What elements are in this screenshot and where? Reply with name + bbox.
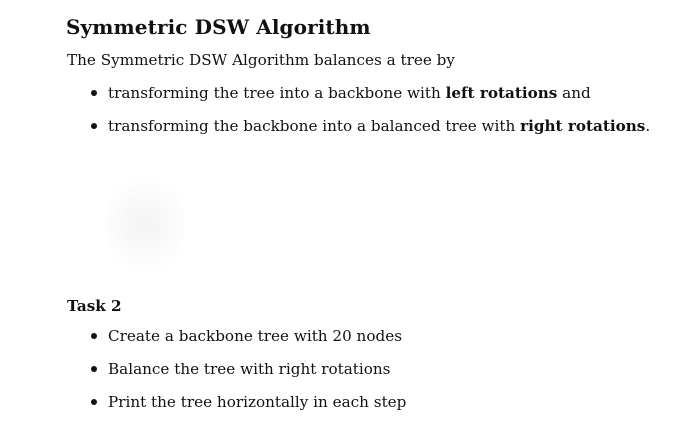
- step-text: [108, 82, 591, 104]
- task-item-text: Create a backbone tree with 20 nodes: [108, 327, 402, 345]
- step-text-regular: transforming the backbone into a balanced tree with: [108, 117, 521, 135]
- bullet-icon: [91, 366, 97, 372]
- step-text-regular: .: [645, 117, 651, 135]
- bullet-icon: [91, 333, 97, 339]
- scan-smudge: [105, 170, 185, 280]
- bullet-icon: [91, 399, 97, 405]
- step-text-regular: and: [557, 84, 591, 102]
- task-item-text: Balance the tree with right rotations: [108, 360, 391, 378]
- task-item-text: Print the tree horizontally in each step: [108, 393, 407, 411]
- task-heading: Task 2: [67, 297, 122, 315]
- page-title: Symmetric DSW Algorithm: [66, 15, 371, 39]
- step-text: [108, 115, 650, 137]
- intro-text: The Symmetric DSW Algorithm balances a tree by: [67, 51, 455, 69]
- step-text-bold: left rotations: [445, 84, 558, 102]
- bullet-icon: [91, 123, 97, 129]
- step-text-regular: transforming the tree into a backbone with: [108, 84, 446, 102]
- step-text-bold: right rotations: [520, 117, 646, 135]
- bullet-icon: [91, 90, 97, 96]
